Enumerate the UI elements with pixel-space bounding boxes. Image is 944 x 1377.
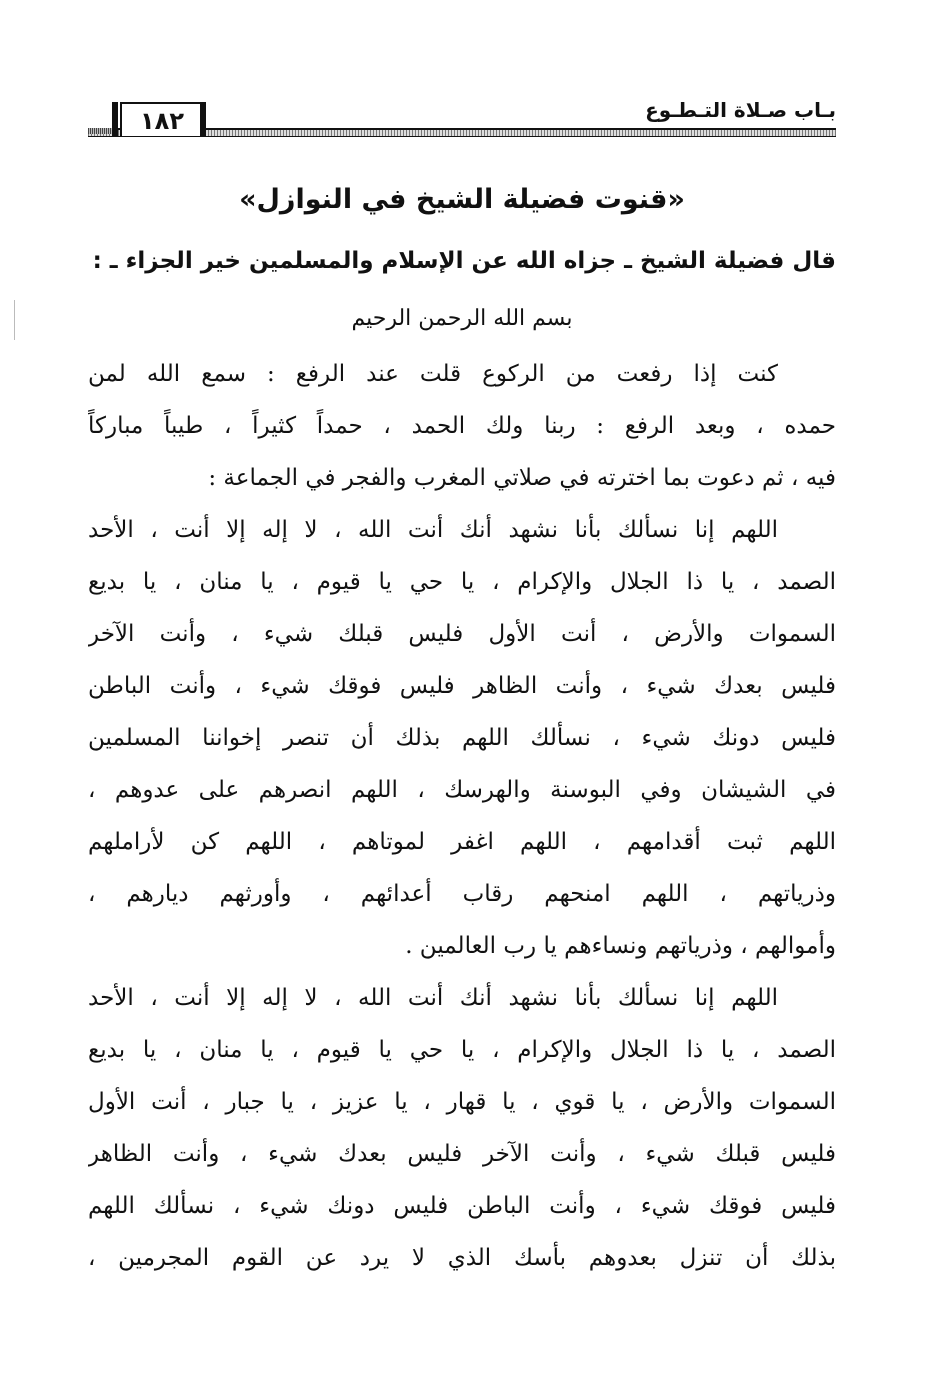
chapter-title: بـاب صـلاة التـطـوع xyxy=(645,98,836,122)
text-line: اللهم ثبت أقدامهم ، اللهم اغفر لموتاهم ، اللهم كن لأراملهم xyxy=(88,829,836,855)
basmala: بسم الله الرحمن الرحيم xyxy=(351,306,573,331)
text-line: فيه ، ثم دعوت بما اخترته في صلاتي المغرب والفجر في الجماعة : xyxy=(208,465,836,491)
paragraph-1 xyxy=(88,348,836,504)
paragraph-3 xyxy=(88,972,836,1284)
text-line: اللهم إنا نسألك بأنا نشهد أنك أنت الله ، لا إله إلا أنت ، الأحد xyxy=(88,985,778,1011)
text-line: فليس دونك شيء ، نسألك اللهم بذلك أن تنصر إخواننا المسلمين xyxy=(88,725,836,751)
text-line: كنت إذا رفعت من الركوع قلت عند الرفع : سمع الله لمن xyxy=(88,361,778,387)
text-line: السموات والأرض ، يا قوي ، يا قهار ، يا عزيز ، يا جبار ، أنت الأول xyxy=(88,1089,836,1115)
page-content xyxy=(88,168,836,1284)
page-number-box xyxy=(88,98,208,136)
text-line: فليس بعدك شيء ، وأنت الظاهر فليس فوقك شيء ، وأنت الباطن xyxy=(88,673,836,699)
text-line: الصمد ، يا ذا الجلال والإكرام ، يا حي يا قيوم ، يا منان ، يا بديع xyxy=(88,1037,836,1063)
text-line: حمده ، وبعد الرفع : ربنا ولك الحمد ، حمداً كثيراً ، طيباً مباركاً xyxy=(88,413,836,439)
text-line: السموات والأرض ، أنت الأول فليس قبلك شيء ، وأنت الآخر xyxy=(88,621,836,647)
section-heading: «قنوت فضيلة الشيخ في النوازل» xyxy=(239,184,685,215)
text-line: اللهم إنا نسألك بأنا نشهد أنك أنت الله ، لا إله إلا أنت ، الأحد xyxy=(88,517,778,543)
text-line: في الشيشان وفي البوسنة والهرسك ، اللهم انصرهم على عدوهم ، xyxy=(88,777,836,803)
page-header xyxy=(88,98,836,150)
text-line: فليس فوقك شيء ، وأنت الباطن فليس دونك شيء ، نسألك اللهم xyxy=(88,1193,836,1219)
text-line: الصمد ، يا ذا الجلال والإكرام ، يا حي يا قيوم ، يا منان ، يا بديع xyxy=(88,569,836,595)
page-number-bar-left xyxy=(112,102,118,136)
text-line: بذلك أن تنزل بعدوهم بأسك الذي لا يرد عن القوم المجرمين ، xyxy=(88,1245,836,1271)
paragraph-2 xyxy=(88,504,836,972)
page-number: ١٨٢ xyxy=(120,102,204,136)
text-line: فليس قبلك شيء ، وأنت الآخر فليس بعدك شيء ، وأنت الظاهر xyxy=(88,1141,836,1167)
text-line: وذرياتهم ، اللهم امنحهم رقاب أعدائهم ، وأورثهم ديارهم ، xyxy=(88,881,836,907)
header-rule-left-segment xyxy=(88,128,112,134)
text-line: وأموالهم ، وذرياتهم ونساءهم يا رب العالمين . xyxy=(405,933,836,959)
margin-mark xyxy=(14,300,15,340)
intro-line: قال فضيلة الشيخ ـ جزاه الله عن الإسلام والمسلمين خير الجزاء ـ : xyxy=(92,248,836,274)
page-number-bar-right xyxy=(200,102,206,136)
